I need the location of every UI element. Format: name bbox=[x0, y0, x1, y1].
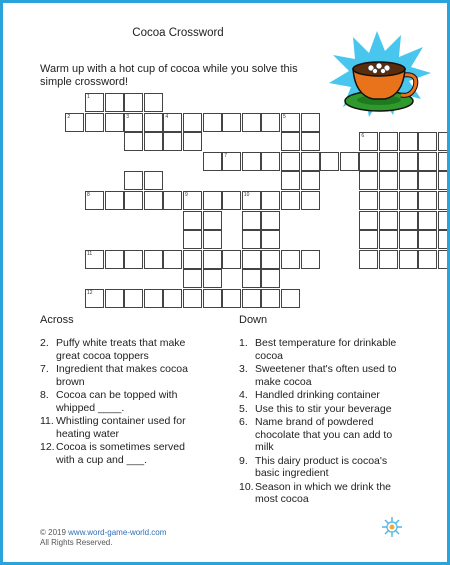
crossword-cell[interactable] bbox=[105, 250, 124, 269]
crossword-cell[interactable] bbox=[379, 152, 398, 171]
crossword-cell[interactable] bbox=[438, 230, 450, 249]
crossword-cell[interactable] bbox=[85, 289, 104, 308]
crossword-cell[interactable] bbox=[399, 230, 418, 249]
crossword-cell[interactable] bbox=[163, 191, 182, 210]
across-heading: Across bbox=[40, 314, 74, 326]
page-title: Cocoa Crossword bbox=[132, 27, 224, 39]
crossword-cell[interactable] bbox=[261, 269, 280, 288]
crossword-cell[interactable] bbox=[242, 113, 261, 132]
crossword-cell[interactable] bbox=[301, 113, 320, 132]
crossword-cell[interactable] bbox=[281, 152, 300, 171]
crossword-cell[interactable] bbox=[261, 230, 280, 249]
crossword-cell[interactable] bbox=[124, 113, 143, 132]
crossword-cell[interactable] bbox=[359, 152, 378, 171]
down-clue bbox=[239, 455, 409, 480]
crossword-cell[interactable] bbox=[124, 171, 143, 190]
crossword-cell[interactable] bbox=[203, 211, 222, 230]
crossword-cell[interactable] bbox=[399, 191, 418, 210]
crossword-cell[interactable] bbox=[105, 113, 124, 132]
crossword-cell[interactable] bbox=[379, 191, 398, 210]
crossword-cell[interactable] bbox=[340, 152, 359, 171]
crossword-cell[interactable] bbox=[183, 269, 202, 288]
crossword-cell[interactable] bbox=[320, 152, 339, 171]
crossword-cell[interactable] bbox=[124, 93, 143, 112]
site-link[interactable]: www.word-game-world.com bbox=[68, 528, 167, 537]
clue-text: Puffy white treats that make great cocoa toppers bbox=[56, 337, 186, 362]
crossword-cell[interactable] bbox=[105, 191, 124, 210]
crossword-cell[interactable] bbox=[124, 132, 143, 151]
clue-text: Name brand of powdered chocolate that you can add to milk bbox=[255, 416, 393, 453]
crossword-cell[interactable] bbox=[222, 289, 241, 308]
crossword-cell[interactable] bbox=[183, 230, 202, 249]
crossword-cell[interactable] bbox=[301, 171, 320, 190]
crossword-cell[interactable] bbox=[438, 191, 450, 210]
clue-text: Season in which we drink the most cocoa bbox=[255, 480, 391, 505]
clue-number: 3 bbox=[126, 113, 129, 120]
crossword-cell[interactable] bbox=[438, 152, 450, 171]
clue-number: 2. bbox=[40, 337, 49, 349]
crossword-cell[interactable] bbox=[399, 250, 418, 269]
clue-number: 10. bbox=[239, 480, 254, 493]
clue-number: 3. bbox=[239, 363, 248, 375]
crossword-cell[interactable] bbox=[242, 289, 261, 308]
clue-text: Handled drinking container bbox=[255, 389, 380, 401]
page-footer bbox=[40, 528, 166, 548]
clue-number: 7. bbox=[40, 363, 49, 375]
crossword-cell[interactable] bbox=[281, 171, 300, 190]
crossword-cell[interactable] bbox=[418, 132, 437, 151]
crossword-cell[interactable] bbox=[203, 269, 222, 288]
crossword-cell[interactable] bbox=[203, 191, 222, 210]
clue-number: 8 bbox=[87, 192, 90, 198]
crossword-cell[interactable] bbox=[183, 132, 202, 151]
crossword-cell[interactable] bbox=[359, 191, 378, 210]
crossword-cell[interactable] bbox=[242, 191, 261, 210]
down-clue bbox=[239, 416, 409, 454]
rights-text: All Rights Reserved. bbox=[40, 538, 113, 547]
crossword-cell[interactable] bbox=[399, 132, 418, 151]
crossword-cell[interactable] bbox=[222, 191, 241, 210]
crossword-cell[interactable] bbox=[418, 230, 437, 249]
crossword-cell[interactable] bbox=[144, 113, 163, 132]
crossword-cell[interactable] bbox=[261, 113, 280, 132]
clue-number: 9 bbox=[185, 192, 188, 198]
across-clue bbox=[40, 363, 205, 388]
crossword-cell[interactable] bbox=[281, 191, 300, 210]
clue-number: 7 bbox=[224, 152, 227, 159]
clue-number: 1 bbox=[87, 94, 90, 100]
crossword-cell[interactable] bbox=[359, 230, 378, 249]
crossword-cell[interactable] bbox=[124, 191, 143, 210]
crossword-cell[interactable] bbox=[85, 93, 104, 112]
cocoa-cup-icon bbox=[325, 29, 433, 121]
intro-text: Warm up with a hot cup of cocoa while you solve this simple crossword! bbox=[40, 63, 298, 88]
crossword-cell[interactable] bbox=[359, 132, 378, 151]
crossword-cell[interactable] bbox=[438, 171, 450, 190]
crossword-cell[interactable] bbox=[222, 250, 241, 269]
crossword-cell[interactable] bbox=[301, 250, 320, 269]
down-clue bbox=[239, 481, 409, 506]
clue-number: 6 bbox=[361, 133, 365, 140]
clue-text: Whistling container used for heating water bbox=[56, 415, 186, 440]
crossword-cell[interactable] bbox=[144, 132, 163, 151]
down-clue bbox=[239, 337, 409, 362]
across-clue bbox=[40, 441, 205, 466]
clue-text: Best temperature for drinkable cocoa bbox=[255, 337, 397, 362]
clue-text: Use this to stir your beverage bbox=[255, 402, 392, 415]
crossword-cell[interactable] bbox=[124, 250, 143, 269]
across-clue-list bbox=[40, 337, 205, 467]
crossword-cell[interactable] bbox=[163, 113, 182, 132]
crossword-cell[interactable] bbox=[144, 171, 163, 190]
crossword-cell[interactable] bbox=[144, 289, 163, 308]
crossword-cell[interactable] bbox=[301, 191, 320, 210]
crossword-cell[interactable] bbox=[301, 132, 320, 151]
crossword-cell[interactable] bbox=[379, 211, 398, 230]
clue-number: 11. bbox=[40, 415, 54, 427]
crossword-cell[interactable] bbox=[281, 113, 300, 132]
down-clue bbox=[239, 403, 409, 416]
copyright-text: © 2019 bbox=[40, 528, 66, 537]
clue-number: 12. bbox=[40, 441, 55, 453]
crossword-cell[interactable] bbox=[379, 230, 398, 249]
clue-text: This dairy product is cocoa's basic ingredient bbox=[255, 454, 388, 479]
crossword-cell[interactable] bbox=[261, 211, 280, 230]
crossword-cell[interactable] bbox=[399, 211, 418, 230]
crossword-cell[interactable] bbox=[222, 152, 241, 171]
clue-text: Sweetener that's often used to make cocoa bbox=[255, 363, 397, 388]
crossword-cell[interactable] bbox=[242, 250, 261, 269]
crossword-cell[interactable] bbox=[242, 211, 261, 230]
crossword-cell[interactable] bbox=[203, 152, 222, 171]
crossword-cell[interactable] bbox=[261, 250, 280, 269]
crossword-cell[interactable] bbox=[105, 93, 124, 112]
crossword-cell[interactable] bbox=[359, 211, 378, 230]
crossword-cell[interactable] bbox=[183, 191, 202, 210]
crossword-cell[interactable] bbox=[183, 211, 202, 230]
clue-number: 9. bbox=[239, 454, 248, 467]
crossword-cell[interactable] bbox=[281, 289, 300, 308]
clue-number: 10 bbox=[243, 192, 250, 198]
crossword-cell[interactable] bbox=[85, 250, 104, 269]
crossword-cell[interactable] bbox=[163, 132, 182, 151]
clue-number: 11 bbox=[87, 250, 93, 257]
down-clue bbox=[239, 389, 409, 402]
clue-text: Cocoa is sometimes served with a cup and ___. bbox=[56, 441, 185, 466]
crossword-cell[interactable] bbox=[438, 250, 450, 269]
crossword-cell[interactable] bbox=[281, 250, 300, 269]
crossword-cell[interactable] bbox=[438, 132, 450, 151]
crossword-cell[interactable] bbox=[144, 93, 163, 112]
crossword-cell[interactable] bbox=[418, 250, 437, 269]
clue-number: 4. bbox=[239, 389, 248, 401]
crossword-cell[interactable] bbox=[105, 289, 124, 308]
crossword-cell[interactable] bbox=[65, 113, 84, 132]
crossword-cell[interactable] bbox=[203, 289, 222, 308]
down-clue bbox=[239, 363, 409, 388]
crossword-cell[interactable] bbox=[85, 191, 104, 210]
across-clue bbox=[40, 415, 205, 440]
crossword-cell[interactable] bbox=[163, 250, 182, 269]
crossword-cell[interactable] bbox=[85, 113, 104, 132]
crossword-cell[interactable] bbox=[261, 152, 280, 171]
crossword-cell[interactable] bbox=[379, 171, 398, 190]
crossword-cell[interactable] bbox=[399, 171, 418, 190]
clue-number: 1. bbox=[239, 337, 248, 349]
clue-number: 5 bbox=[283, 113, 286, 120]
crossword-cell[interactable] bbox=[124, 289, 143, 308]
crossword-cell[interactable] bbox=[438, 211, 450, 230]
crossword-cell[interactable] bbox=[163, 289, 182, 308]
crossword-cell[interactable] bbox=[418, 152, 437, 171]
clue-number: 8. bbox=[40, 389, 49, 401]
crossword-cell[interactable] bbox=[144, 250, 163, 269]
crossword-cell[interactable] bbox=[261, 191, 280, 210]
clue-number: 4 bbox=[165, 113, 169, 120]
clue-number: 2 bbox=[67, 113, 71, 120]
crossword-cell[interactable] bbox=[242, 269, 261, 288]
crossword-cell[interactable] bbox=[203, 230, 222, 249]
crossword-cell[interactable] bbox=[301, 152, 320, 171]
crossword-cell[interactable] bbox=[399, 152, 418, 171]
crossword-cell[interactable] bbox=[379, 132, 398, 151]
crossword-cell[interactable] bbox=[183, 113, 202, 132]
crossword-cell[interactable] bbox=[242, 230, 261, 249]
clue-text: Cocoa can be topped with whipped ____. bbox=[56, 389, 178, 414]
crossword-cell[interactable] bbox=[183, 250, 202, 269]
clue-number: 6. bbox=[239, 416, 248, 428]
crossword-cell[interactable] bbox=[144, 191, 163, 210]
crossword-cell[interactable] bbox=[261, 289, 280, 308]
crossword-cell[interactable] bbox=[418, 191, 437, 210]
crossword-cell[interactable] bbox=[242, 152, 261, 171]
crossword-cell[interactable] bbox=[203, 250, 222, 269]
clue-number: 12 bbox=[87, 290, 93, 296]
sparkle-logo-icon bbox=[381, 516, 403, 538]
crossword-cell[interactable] bbox=[418, 211, 437, 230]
clue-number: 5. bbox=[239, 402, 248, 415]
crossword-cell[interactable] bbox=[203, 113, 222, 132]
down-clue-list bbox=[239, 337, 409, 507]
crossword-cell[interactable] bbox=[281, 132, 300, 151]
clue-text: Ingredient that makes cocoa brown bbox=[56, 363, 188, 388]
crossword-cell[interactable] bbox=[359, 171, 378, 190]
down-heading: Down bbox=[239, 314, 268, 326]
crossword-cell[interactable] bbox=[379, 250, 398, 269]
crossword-cell[interactable] bbox=[418, 171, 437, 190]
crossword-cell[interactable] bbox=[183, 289, 202, 308]
crossword-cell[interactable] bbox=[222, 113, 241, 132]
across-clue bbox=[40, 337, 205, 362]
across-clue bbox=[40, 389, 205, 414]
crossword-cell[interactable] bbox=[359, 250, 378, 269]
